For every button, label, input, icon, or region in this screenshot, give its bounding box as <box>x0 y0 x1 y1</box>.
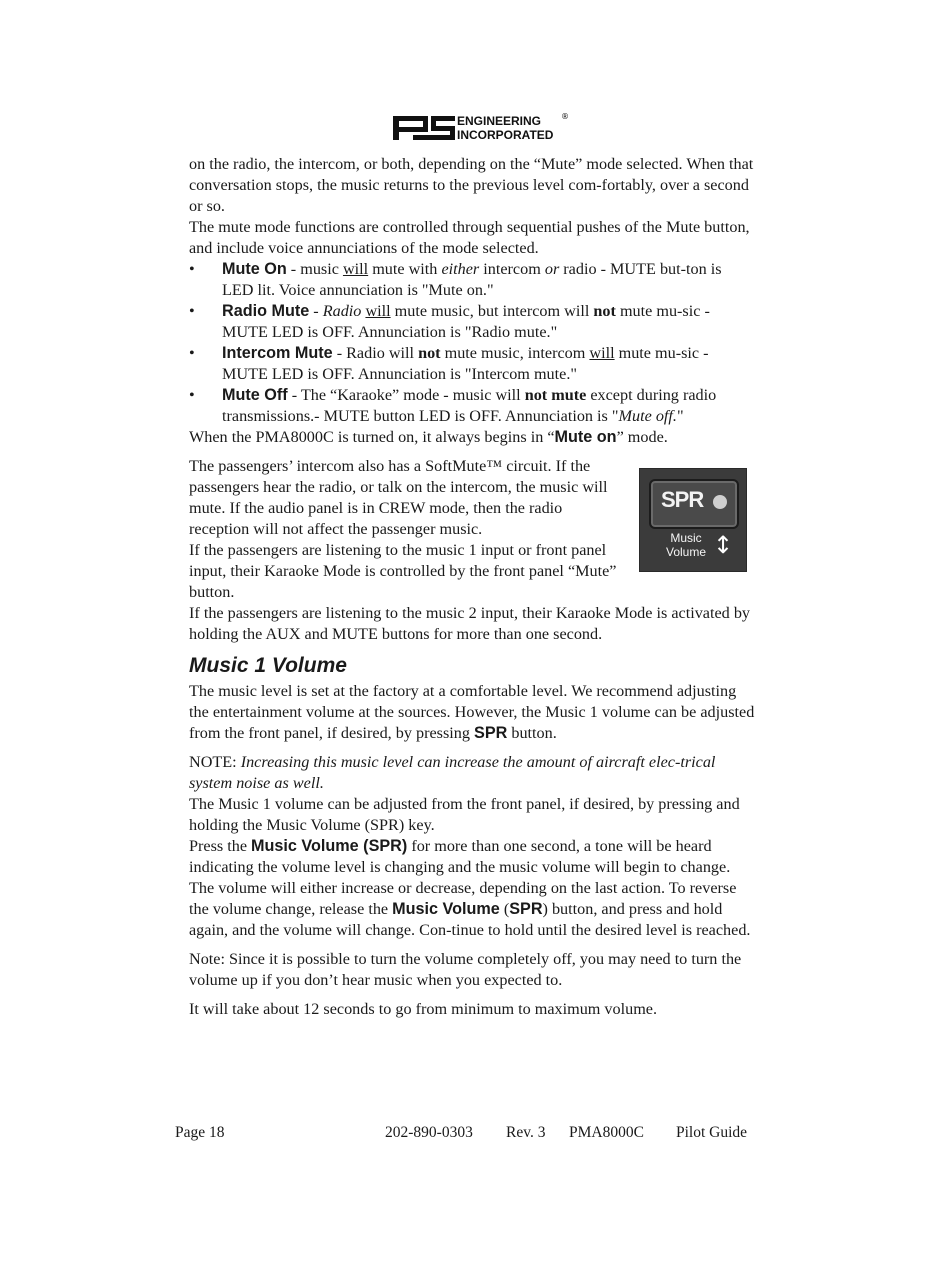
guide-title: Pilot Guide <box>676 1124 748 1141</box>
phone-number: 202-890-0303 <box>385 1124 473 1141</box>
music-paragraph-5: It will take about 12 seconds to go from minimum to maximum volume. <box>189 1000 658 1018</box>
bullet: • <box>189 386 195 404</box>
logo-line1: ENGINEERING <box>457 114 542 128</box>
mode-mute-off <box>189 385 755 427</box>
music-text: The music level is set at the factory at a comfortable level. We recommend adjusting the entertainment volume at the sources. However, the Music 1 volume can be adjusted from the front panel, if desired, by pressing <box>189 682 755 742</box>
italic-radio: Radio <box>322 302 362 320</box>
spr-keyword: SPR <box>474 724 508 742</box>
section-heading: Music 1 Volume <box>189 654 347 677</box>
turn-on-paragraph <box>189 427 755 448</box>
mode-mute-on <box>189 259 755 301</box>
mode-title: Intercom Mute <box>222 344 333 362</box>
music-text: for more than one second, a tone will be heard indicating the volume level is changing and the music volume will begin to change. The volume will either increase or decrease, depending on the last action. To reverse the volume change, release the <box>189 837 737 918</box>
ps-logo-icon <box>393 110 573 144</box>
note-label: NOTE: <box>189 753 241 771</box>
music-volume-caption: Music Volume <box>665 531 707 559</box>
intro-paragraph-1: on the radio, the intercom, or both, depending on the “Mute” mode selected. When that conversation stops, the music returns to the previous level com-fortably, over a second or so. <box>189 155 754 215</box>
paren: ( <box>499 900 510 918</box>
registered-mark: ® <box>561 112 569 121</box>
logo-line2: INCORPORATED <box>457 128 554 142</box>
mode-text: intercom <box>479 260 545 278</box>
music-text: ) button, and press and hold again, and the volume will change. Con-tinue to hold until the desired level is reached. <box>189 900 751 939</box>
mute-on-mode: Mute on <box>554 428 617 446</box>
softmute-paragraph-3: If the passengers are listening to the music 2 input, their Karaoke Mode is activated by holding the AUX and MUTE buttons for more than one second. <box>189 604 751 643</box>
bold-not: not <box>593 302 616 320</box>
mode-text: " <box>676 407 684 425</box>
note-paragraph <box>189 752 755 794</box>
spr-keyword: SPR <box>509 900 543 918</box>
turn-on-text: ” mode. <box>616 428 668 446</box>
mode-text: mute mu-sic - MUTE LED is OFF. Annunciation is "Intercom mute." <box>222 344 709 383</box>
mode-text: mute music, but intercom will <box>390 302 594 320</box>
bullet: • <box>189 302 195 320</box>
music-text: button. <box>507 724 557 742</box>
mode-text: radio - MUTE but-ton is LED lit. Voice annunciation is "Mute on." <box>222 260 722 299</box>
mode-text: - Radio will <box>332 344 419 362</box>
spr-button-label: SPR <box>661 487 704 512</box>
page-body <box>189 154 755 1020</box>
mode-text: - music <box>286 260 343 278</box>
revision: Rev. 3 <box>506 1124 546 1141</box>
music-paragraph-1 <box>189 681 755 744</box>
softmute-paragraph-1: The passengers’ intercom also has a SoftMute™ circuit. If the passengers hear the radio, or talk on the intercom, the music will mute. If the audio panel is in CREW mode, then the radio reception will not affect the passenger music. <box>189 457 608 538</box>
mode-text: - <box>309 302 323 320</box>
underlined-will: will <box>342 260 369 278</box>
mode-text: mute mu-sic - MUTE LED is OFF. Annunciation is "Radio mute." <box>222 302 710 341</box>
music-paragraph-4: Note: Since it is possible to turn the volume completely off, you may need to turn the volume up if you don’t hear music when you expected to. <box>189 950 742 989</box>
mode-title: Mute On <box>222 260 287 278</box>
music-paragraph-2: The Music 1 volume can be adjusted from the front panel, if desired, by pressing and holding the Music Volume (SPR) key. <box>189 795 740 834</box>
company-logo <box>393 110 573 144</box>
mute-mode-list <box>189 259 755 427</box>
mode-radio-mute <box>189 301 755 343</box>
bullet: • <box>189 344 195 362</box>
mode-text: mute with <box>368 260 442 278</box>
spr-keyword: SPR <box>368 837 402 855</box>
music-volume-keyword: Music Volume <box>392 900 500 918</box>
intro-paragraph-2: The mute mode functions are controlled through sequential pushes of the Mute button, and include voice annunciations of the mode selected. <box>189 218 750 257</box>
italic-or: or <box>544 260 560 278</box>
mode-intercom-mute <box>189 343 755 385</box>
italic-mute-off: Mute off. <box>618 407 677 425</box>
underlined-will: will <box>589 344 615 362</box>
underlined-will: will <box>365 302 391 320</box>
spr-button-photo <box>639 468 747 572</box>
led-indicator-icon <box>713 495 727 509</box>
mode-title: Radio Mute <box>222 302 310 320</box>
model-name: PMA8000C <box>569 1124 644 1141</box>
paren: ) <box>401 837 408 855</box>
spr-button <box>649 479 739 529</box>
softmute-section <box>189 456 755 645</box>
mode-text: - The “Karaoke” mode - music will <box>287 386 525 404</box>
turn-on-text: When the PMA8000C is turned on, it always begins in “ <box>189 428 555 446</box>
music-text: Press the <box>189 837 252 855</box>
italic-either: either <box>441 260 480 278</box>
bullet: • <box>189 260 195 278</box>
note-text: Increasing this music level can increase the amount of aircraft elec-trical system noise as well. <box>189 753 716 792</box>
mode-text: mute music, intercom <box>440 344 590 362</box>
bold-not: not <box>418 344 441 362</box>
up-down-arrow-icon: ↕ <box>713 531 734 559</box>
paren: ( <box>358 837 369 855</box>
music-volume-keyword: Music Volume <box>251 837 359 855</box>
page-number: Page 18 <box>175 1124 225 1141</box>
mode-text: except during radio transmissions.- MUTE button LED is OFF. Annunciation is " <box>222 386 717 425</box>
music-paragraph-3 <box>189 836 755 941</box>
mode-title: Mute Off <box>222 386 288 404</box>
bold-not-mute: not mute <box>524 386 587 404</box>
softmute-paragraph-2: If the passengers are listening to the music 1 input or front panel input, their Karaoke Mode is controlled by the front panel “Mute” button. <box>189 541 617 601</box>
